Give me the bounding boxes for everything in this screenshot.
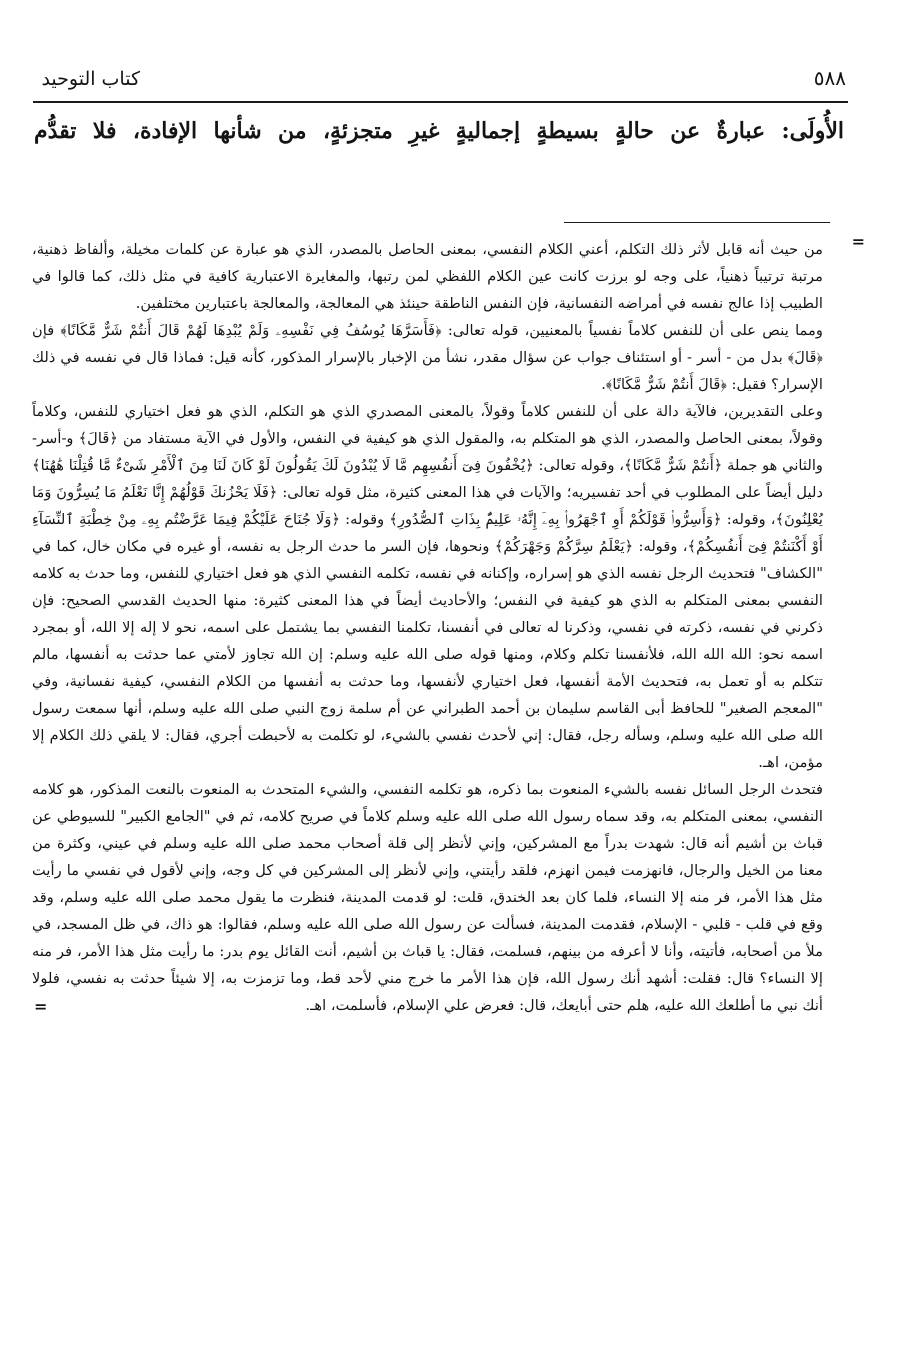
page-number: ٥٨٨ — [813, 66, 846, 90]
footnote-rule — [564, 222, 830, 223]
footnote-paragraph: ومما ينص على أن للنفس كلاماً نفسياً بالمعنيين، قوله تعالى: ﴿فَأَسَرَّهَا يُوسُفُ فِي نَفْسِهِۦ وَلَمْ يُبْدِهَا لَهُمْ قَالَ أَنتُمْ شَرٌّ مَّكَانًا﴾ فإن ﴿قَالَ﴾ بدل من - أسر - أو استئناف جواب عن سؤال مقدر، نشأ من الإخبار بالإسرار المذكور، كأنه قيل: فماذا قال في نفسه في ذلك الإسرار؟ فقيل: ﴿قَالَ أَنتُمْ شَرٌّ مَّكَانًا﴾. — [32, 322, 823, 393]
footnote-paragraph: وعلى التقديرين، فالآية دالة على أن للنفس كلاماً وقولاً، بالمعنى المصدري الذي هو التكلم، الذي هو فعل اختياري للنفس، وكلاماً وقولاً، بمعنى الحاصل والمصدر، الذي هو المتكلم به، والمقول الذي هو كيفية في النفس، والأول في الآية مستفاد من ﴿قَالَ﴾ و-أسر- والثاني هو جملة ﴿أَنتُمْ شَرٌّ مَّكَانًا﴾، وقوله تعالى: ﴿يُخْفُونَ فِىٓ أَنفُسِهِم مَّا لَا يُبْدُونَ لَكَ يَقُولُونَ لَوْ كَانَ لَنَا مِنَ ٱلْأَمْرِ شَىْءٌ مَّا قُتِلْنَا هَٰهُنَا﴾ دليل أيضاً على المطلوب في أحد تفسيريه؛ والآيات في هذا المعنى كثيرة، مثل قوله تعالى: ﴿فَلَا يَحْزُنكَ قَوْلُهُمْ إِنَّا نَعْلَمُ مَا يُسِرُّونَ وَمَا يُعْلِنُونَ﴾، وقوله: ﴿وَأَسِرُّوا۟ قَوْلَكُمْ أَوِ ٱجْهَرُوا۟ بِهِۦٓ إِنَّهُۥ عَلِيمٌۢ بِذَاتِ ٱلصُّدُورِ﴾ وقوله: ﴿وَلَا جُنَاحَ عَلَيْكُمْ فِيمَا عَرَّضْتُم بِهِۦ مِنْ خِطْبَةِ ٱلنِّسَآءِ أَوْ أَكْنَنتُمْ فِىٓ أَنفُسِكُمْ﴾، وقوله: ﴿يَعْلَمُ سِرَّكُمْ وَجَهْرَكُمْ﴾ ونحوها، فإن السر ما حدث الرجل به نفسه، أو غيره في مكان خال، كما في "الكشاف" فتحديث الرجل نفسه الذي هو إسراره، وإكنانه في نفسه، تكلمه النفسي الذي هو فعل اختياري للنفس، وما حدث به كلامه النفسي بمعنى المتكلم به الذي هو كيفية في النفس؛ والأحاديث أيضاً في هذا المعنى كثيرة: منها الحديث القدسي الصحيح: فإن ذكرني في نفسه، ذكرته في نفسي، وذكرنا له تعالى في أنفسنا، تكلمنا النفسي بما يشتمل على اسمه، نحو لا إله إلا الله، أو بمجرد اسمه نحو: الله الله الله، فلأنفسنا تكلم وكلام، ومنها قوله صلى الله عليه وسلم: إن الله تجاوز لأمتي عما حدثت به أنفسها، مالم تتكلم به أو تعمل به، فتحديث الأمة أنفسها، فعل اختياري لأنفسها، وما حدثت به أنفسها من الكلام النفسي، كيفية نفسانية، وفي "المعجم الصغير" للحافظ أبى القاسم سليمان بن أحمد الطبراني عن أم سلمة زوج النبي صلى الله عليه وسلم، أنها سمعت رسول الله صلى الله عليه وسلم، وسأله رجل، فقال: إني لأحدث نفسي بالشيء، لو تكلمت به لأحبطت أجري، فقال: لا يلقي ذلك الكلام إلا مؤمن، اهـ. — [32, 403, 823, 771]
footnote-paragraph: من حيث أنه قابل لأثر ذلك التكلم، أعني الكلام النفسي، بمعنى الحاصل بالمصدر، الذي هو عبارة عن كلمات مخيلة، وألفاظ ذهنية، مرتبة ترتيباً ذهنياً، على وجه لو برزت كانت عين الكلام اللفظي لمن رتبها، والمغايرة الاعتبارية كافية في مثل ذلك، كما قالوا في الطبيب إذا عالج نفسه في أمراضه النفسانية، فإن النفس الناطقة حينئذ هي المعالجة، والمعالجة باعتبارين مختلفين. — [32, 241, 823, 312]
footnote-body — [32, 236, 823, 1019]
main-text: الأُولَى: عبارةٌ عن حالةٍ بسيطةٍ إجماليةٍ غيرِ متجزئةٍ، من شأنها الإفادة، فلا تقدُّم — [34, 118, 844, 144]
footnote-end-mark: = — [34, 997, 48, 1016]
header-rule — [33, 101, 848, 103]
footnote-continuation-mark: = — [851, 232, 865, 251]
book-title: كتاب التوحيد — [41, 68, 140, 90]
footnote-paragraph: فتحدث الرجل السائل نفسه بالشيء المنعوت بما ذكره، هو تكلمه النفسي، والشيء المتحدث به المنعوت بالنعت المذكور، هو كلامه النفسي، بمعنى المتكلم به، وقد سماه رسول الله صلى الله عليه وسلم كلاماً في صريح كلامه، ثم في "الجامع الكبير" للسيوطي عن قباث بن أشيم أنه قال: شهدت بدراً مع المشركين، وإني لأنظر إلى قلة أصحاب محمد صلى الله عليه وسلم في عيني، وكثرة من معنا من الخيل والرجال، فانهزمت فيمن انهزم، فلقد رأيتني، وإني لأنظر إلى المشركين في كل وجه، وإني لأقول في نفسي ما رأيت مثل هذا الأمر، فر منه إلا النساء، فلما كان بعد الخندق، قلت: لو قدمت المدينة، فنظرت ما يقول محمد صلى الله عليه وسلم، وقد وقع في قلب - قلبي - الإسلام، فقدمت المدينة، فسألت عن رسول الله صلى الله عليه وسلم، فقالوا: هو ذاك، في ظل المسجد، في ملأ من أصحابه، فأتيته، وأنا لا أعرفه من بينهم، فسلمت، فقال: يا قباث بن أشيم، أنت القائل يوم بدر: ما رأيت مثل هذا الأمر، فر منه إلا النساء؟ قال: فقلت: أشهد أنك رسول الله، فإن هذا الأمر ما خرج مني لأحد قط، وما تزمزت به، إلا شيئاً حدثت به نفسي، فلولا أنك نبي ما أطلعك الله عليه، هلم حتى أبايعك، قال: فعرض علي الإسلام، فأسلمت، اهـ. — [32, 781, 823, 1014]
